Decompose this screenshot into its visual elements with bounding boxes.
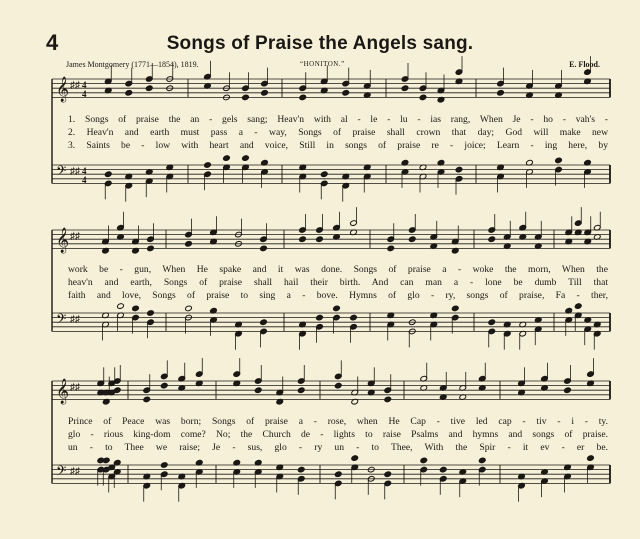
note-head [147,245,155,252]
note-head [384,396,392,403]
note-head [223,155,231,162]
bass-clef-icon: 𝄢 [56,311,67,330]
bass-clef-icon: 𝄢 [56,463,67,482]
treble-clef-icon: 𝄞 [56,77,70,102]
note-head [185,305,193,312]
note-head [351,455,359,462]
note-head [125,90,133,97]
note-head [488,236,496,243]
verse-3-line-2: faith and love, Songs of praise to sing a - bove. Hymns of glo - ry, songs of praise, Fa - ther, [68,290,608,301]
verse-1-line-3: Prince of Peace was born; Songs of praise a - rose, when He Cap - tive led cap - tiv - i - ty. [68,416,608,427]
treble-clef-icon: 𝄞 [56,379,70,404]
note-head [299,94,307,101]
note-head [160,382,168,389]
note-head [564,387,572,394]
time-signature-icon: 4 [82,89,87,99]
note-head [497,90,505,97]
verse-3-line-3: un - to Thee we raise; Je - sus, glo - ry un - to Thee, With the Spir - it ev - er be. [68,442,608,453]
note-head [297,387,305,394]
verse-3-line-1: 3. Saints be - low with heart and voice, Still in songs of praise re - joice; Learn - ing here, by [68,140,608,151]
note-head [574,303,582,310]
note-head [387,245,395,252]
note-head [299,236,307,243]
note-head [455,166,463,173]
time-signature-icon: 4 [82,175,87,185]
time-signature-icon: 4 [82,166,87,176]
note-head [478,457,486,464]
author-credit: James Montgomery (1771—1854), 1819. [66,60,199,69]
note-head [261,90,269,97]
verse-2-line-1: 2. Heav'n and earth must pass a - way, Songs of praise shall crown that day; God will make new [68,127,608,138]
verse-1-line-1: 1. Songs of praise the an - gels sang; Heav'n with al - le - lu - ias rang, When Je - ho - vah's - [68,114,608,125]
note-head [316,314,324,321]
treble-clef-icon: 𝄞 [56,228,70,253]
note-head [117,303,125,310]
note-head [451,305,459,312]
hymn-number: 4 [46,30,59,55]
note-head [160,462,168,469]
verse-2-line-3: glo - rious king-dom come? No; the Church de - lights to raise Psalms and hymns and songs of praise. [68,429,608,440]
note-head [147,310,155,317]
note-head [185,241,193,248]
note-head [104,171,112,178]
note-head [408,236,416,243]
note-head [333,305,341,312]
note-head [401,85,409,92]
note-head [334,382,342,389]
note-head [419,94,427,101]
note-head [260,319,268,326]
tune-name: “HONITON.” [300,60,345,68]
time-signature-icon: 4 [82,80,87,90]
note-head [320,171,328,178]
key-signature-icon: ♯♯ [70,382,80,393]
key-signature-icon: ♯♯ [70,166,80,177]
note-head [242,94,250,101]
note-head [420,457,428,464]
note-head [132,305,140,312]
note-head [350,314,358,321]
note-head [145,85,153,92]
note-head [384,471,392,478]
note-head [439,466,447,473]
bass-clef-icon: 𝄢 [56,163,67,182]
verse-2-line-2: heav'n and earth, Songs of praise shall hail their birth. And can man a - lone be dumb Till that [68,277,608,288]
composer-credit: E. Flood. [569,60,600,69]
note-head [334,471,342,478]
key-signature-icon: ♯♯ [70,80,80,91]
note-head [297,466,305,473]
note-head [204,162,212,169]
note-head [113,387,121,394]
note-head [254,387,262,394]
note-head [316,236,324,243]
key-signature-icon: ♯♯ [70,466,80,477]
note-head [342,90,350,97]
note-head [260,245,268,252]
key-signature-icon: ♯♯ [70,314,80,325]
verse-1-line-2: work be - gun, When He spake and it was done. Songs of praise a - woke the morn, When the [68,264,608,275]
note-head [143,396,151,403]
note-head [242,155,250,162]
note-head [488,319,496,326]
hymn-title: Songs of Praise the Angels sang. [166,33,474,54]
note-head [587,455,595,462]
key-signature-icon: ♯♯ [70,231,80,242]
note-head [555,157,563,164]
